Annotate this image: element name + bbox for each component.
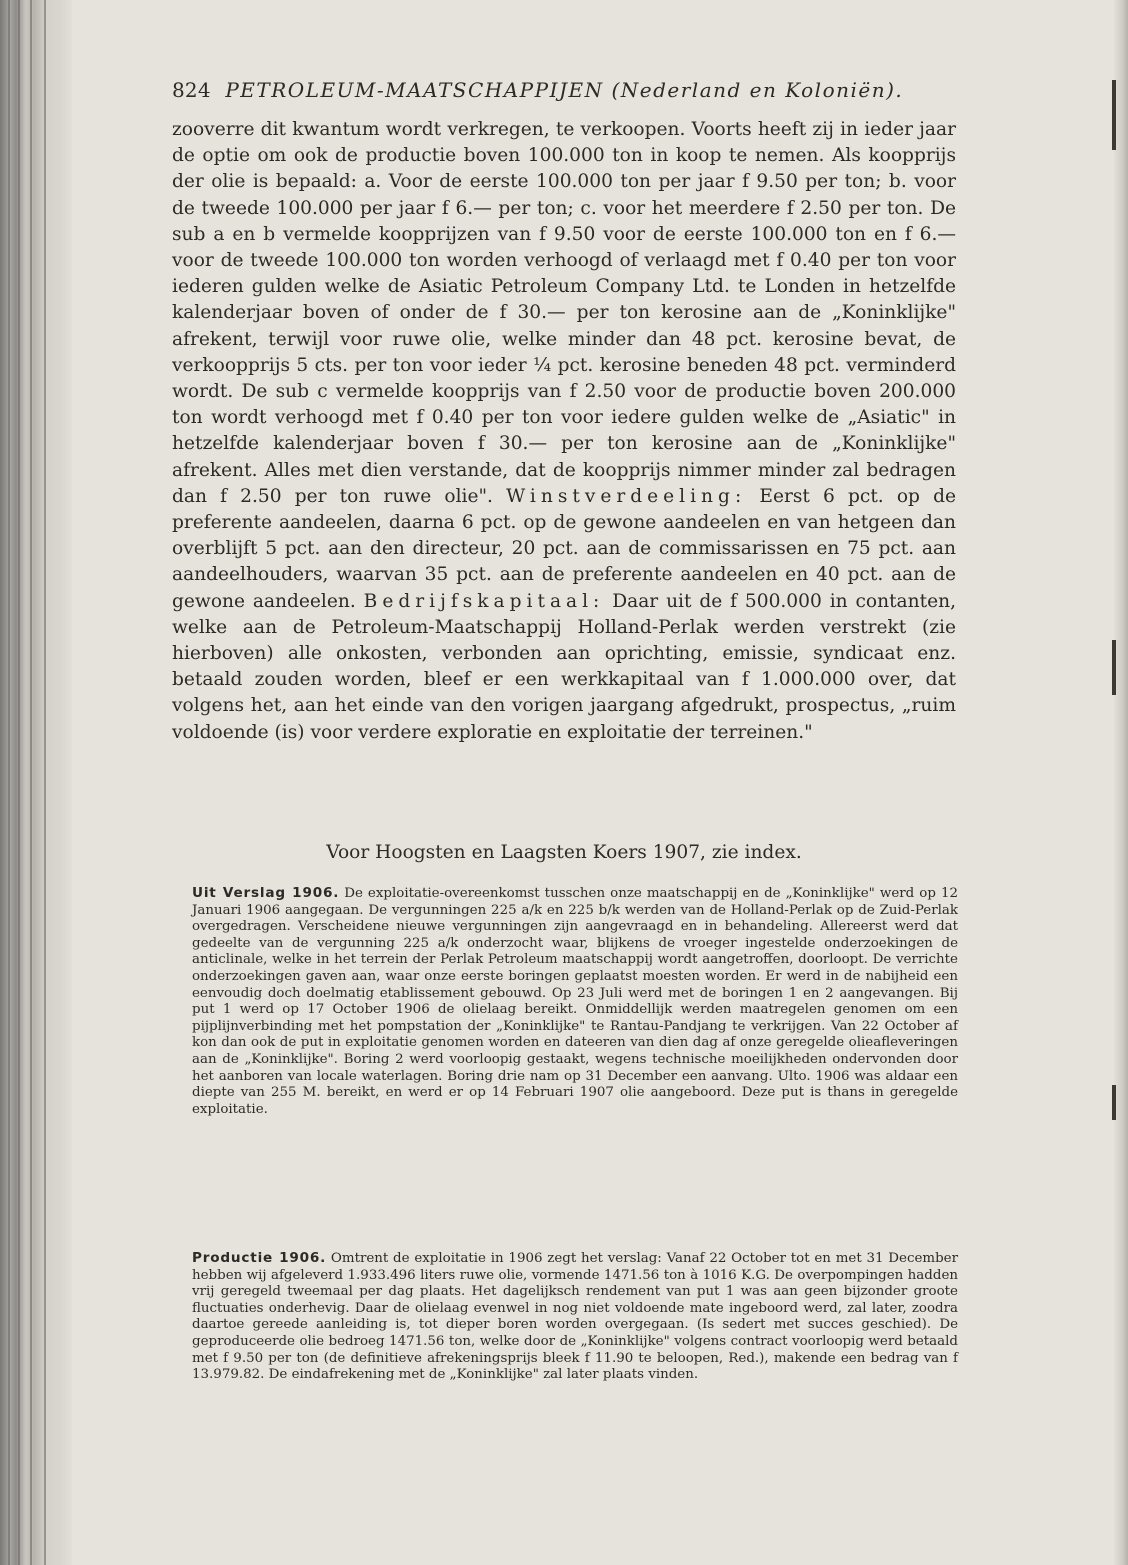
verslag-paragraph <box>192 885 958 1118</box>
running-header <box>172 78 962 102</box>
page-right-edge <box>1114 0 1128 1565</box>
productie-paragraph <box>192 1250 958 1384</box>
page-number: 824 <box>172 78 211 102</box>
margin-mark <box>1112 1085 1116 1120</box>
main-text <box>172 117 956 746</box>
main-text-part: Daar uit de f 500.000 in contanten, welke aan de Petroleum-Maatschappij Holland-Perlak werden verstrekt (zie hierboven) alle onkosten, verbonden aan oprichting, emissie, syndicaat enz. betaald zouden worden, bleef er een werkkapitaal van f 1.000.000 over, dat volgens het, aan het einde van den vorigen jaargang afgedrukt, prospectus, „ruim voldoende (is) voor verdere exploratie en exploitatie der terreinen." <box>172 590 956 743</box>
productie-text: Omtrent de exploitatie in 1906 zegt het verslag: Vanaf 22 October tot en met 31 December hebben wij afgeleverd 1.933.496 liters ruwe olie, vormende 1471.56 ton à 1016 K.G. De overpompingen hadden vrij geregeld tweemaal per dag plaats. Het dagelijksch rendement van put 1 was aan geen bijzonder groote fluctuaties onderhevig. Daar de olielaag evenwel in nog niet voldoende mate ingeboord werd, zal later, zoodra daartoe gereede aanleiding is, tot dieper boren worden overgegaan. (Is sedert met succes geschied). De geproduceerde olie bedroeg 1471.56 ton, welke door de „Koninklijke" volgens contract voorloopig werd betaald met f 9.50 per ton (de definitieve afrekeningsprijs bleek f 11.90 te beloopen, Red.), makende een bedrag van f 13.979.82. De eindafrekening met de „Koninklijke" zal later plaats vinden. <box>192 1251 958 1383</box>
book-binding-edge <box>0 0 72 1565</box>
binding-line <box>44 0 46 1565</box>
verslag-text: De exploitatie-overeenkomst tusschen onze maatschappij en de „Koninklijke" werd op 12 Januari 1906 aangegaan. De vergunningen 225 a/k en 225 b/k werden van de Holland-Perlak op de Zuid-Perlak overgedragen. Verscheidene nieuwe vergunningen zijn aangevraagd en in behandeling. Allereerst werd dat gedeelte van de vergunning 225 a/k onderzocht waar, blijkens de vroeger ingestelde onderzoekingen de anticlinale, welke in het terrein der Perlak Petroleum maatschappij wordt aangetroffen, doorloopt. De verrichte onderzoekingen gaven aan, waar onze eerste boringen geplaatst moesten worden. Er werd in de nabijheid een eenvoudig doch doelmatig etablissement gebouwd. Op 23 Juli werd met de boringen 1 en 2 aangevangen. Bij put 1 werd op 17 October 1906 de olielaag bereikt. Onmiddellijk werden maatregelen genomen om een pijplijnverbinding met het pompstation der „Koninklijke" te Rantau-Pandjang te verkrijgen. Van 22 October af kon dan ook de put in exploitatie genomen worden en dateeren van dien dag af onze geregelde olieafleveringen aan de „Koninklijke". Boring 2 werd voorloopig gestaakt, wegens technische moeilijkheden ondervonden door het aanboren van locale waterlagen. Boring drie nam op 31 December een aanvang. Ulto. 1906 was aldaar een diepte van 255 M. bereikt, en werd er op 14 Februari 1907 olie aangeboord. Deze put is thans in geregelde exploitatie. <box>192 886 958 1117</box>
binding-line <box>18 0 20 1565</box>
section-heading-bedrijfskapitaal: Bedrijfskapitaal: <box>363 590 605 612</box>
binding-line <box>8 0 10 1565</box>
main-text-part: zooverre dit kwantum wordt verkregen, te verkoopen. Voorts heeft zij in ieder jaar de optie om ook de productie boven 100.000 ton in koop te nemen. Als koopprijs der olie is bepaald: a. Voor de eerste 100.000 ton per jaar f 9.50 per ton; b. voor de tweede 100.000 per jaar f 6.— per ton; c. voor het meerdere f 2.50 per ton. De sub a en b vermelde koopprijzen van f 9.50 voor de eerste 100.000 ton en f 6.— voor de tweede 100.000 ton worden verhoogd of verlaagd met f 0.40 per ton voor iederen gulden welke de Asiatic Petroleum Company Ltd. te Londen in hetzelfde kalenderjaar boven of onder de f 30.— per ton kerosine aan de „Koninklijke" afrekent, terwijl voor ruwe olie, welke minder dan 48 pct. kerosine bevat, de verkoopprijs 5 cts. per ton voor ieder ¼ pct. kerosine beneden 48 pct. verminderd wordt. De sub c vermelde koopprijs van f 2.50 voor de productie boven 200.000 ton wordt verhoogd met f 0.40 per ton voor iedere gulden welke de „Asiatic" in hetzelfde kalenderjaar boven f 30.— per ton kerosine aan de „Koninklijke" afrekent. Alles met dien verstande, dat de koopprijs nimmer minder zal bedragen dan f 2.50 per ton ruwe olie". <box>172 119 956 507</box>
verslag-heading: Uit Verslag 1906. <box>192 885 340 901</box>
main-text-part: Eerst 6 pct. op de preferente aandeelen, daarna 6 pct. op de gewone aandeelen en van hetgeen dan overblijft 5 pct. aan den directeur, 20 pct. aan de commissarissen en 75 pct. aan aandeelhouders, waarvan 35 pct. aan de preferente aandeelen en 40 pct. aan de gewone aandeelen. <box>172 485 957 612</box>
margin-mark <box>1112 80 1116 150</box>
koers-reference: Voor Hoogsten en Laagsten Koers 1907, zie index. <box>326 842 802 863</box>
main-paragraph <box>172 117 956 746</box>
margin-mark <box>1112 640 1116 695</box>
section-heading-winstverdeeling: Winstverdeeling: <box>506 485 747 507</box>
productie-heading: Productie 1906. <box>192 1250 327 1266</box>
binding-line <box>30 0 32 1565</box>
running-title: PETROLEUM-MAATSCHAPPIJEN (Nederland en Koloniën). <box>225 78 904 102</box>
